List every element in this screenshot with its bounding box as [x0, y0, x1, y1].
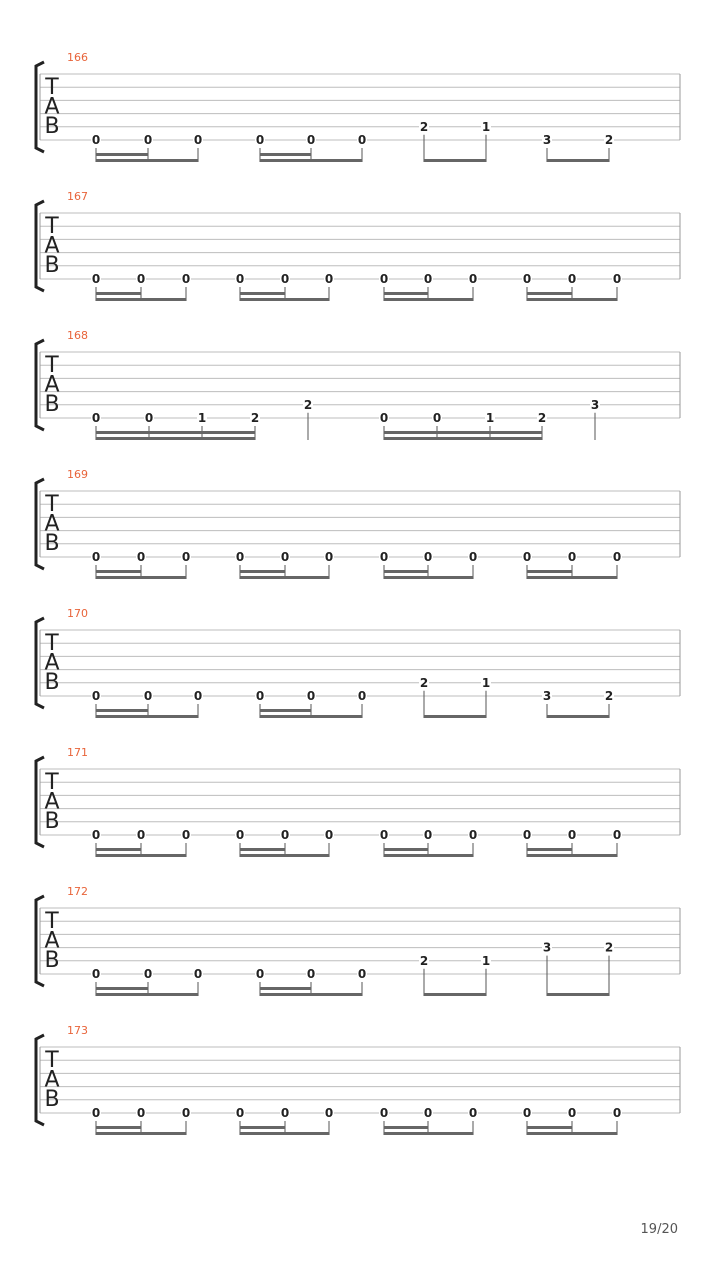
fret-number: 0: [91, 272, 101, 286]
beam: [240, 576, 329, 579]
fret-number: 0: [468, 828, 478, 842]
beam-secondary: [384, 292, 428, 295]
fret-number: 1: [481, 119, 491, 134]
fret-number: 1: [197, 411, 207, 425]
beam: [260, 993, 362, 996]
fret-number: 0: [567, 1106, 577, 1120]
tab-clef-letter: A: [44, 372, 60, 398]
fret-number: 0: [423, 1106, 433, 1120]
beam-secondary: [384, 570, 428, 573]
beam-secondary: [527, 848, 572, 851]
beam-secondary: [96, 848, 141, 851]
tab-system: [36, 190, 680, 301]
fret-number: 0: [255, 133, 265, 147]
fret-number: 0: [379, 828, 389, 842]
tab-system: [36, 746, 680, 857]
measure-number: 170: [67, 607, 88, 620]
fret-number: 0: [357, 967, 367, 981]
beam: [96, 854, 186, 857]
tab-clef-letter: B: [44, 253, 60, 278]
fret-number: 1: [481, 953, 491, 968]
beam: [240, 854, 329, 857]
tab-clef-letter: A: [44, 1067, 60, 1093]
tab-system: [36, 51, 680, 162]
beam-secondary: [260, 709, 311, 712]
fret-number: 0: [143, 133, 153, 147]
fret-number: 2: [419, 119, 429, 134]
beam-secondary: [240, 848, 285, 851]
tab-clef-letter: T: [45, 214, 59, 239]
tab-clef-letter: A: [44, 650, 60, 676]
beam-secondary: [384, 848, 428, 851]
fret-number: 0: [522, 272, 532, 286]
fret-number: 0: [379, 1106, 389, 1120]
beam: [424, 715, 486, 718]
fret-number: 0: [567, 828, 577, 842]
fret-number: 0: [357, 689, 367, 703]
fret-number: 0: [136, 1106, 146, 1120]
fret-number: 0: [91, 411, 101, 425]
fret-number: 0: [91, 1106, 101, 1120]
tab-clef-letter: A: [44, 233, 60, 259]
beam-secondary: [96, 292, 141, 295]
fret-number: 0: [181, 828, 191, 842]
beam: [547, 993, 609, 996]
fret-number: 3: [542, 689, 552, 703]
tab-clef-letter: B: [44, 809, 60, 834]
fret-number: 0: [235, 828, 245, 842]
beam: [547, 715, 609, 718]
beam-secondary: [96, 987, 148, 990]
fret-number: 3: [542, 133, 552, 147]
tab-clef-letter: A: [44, 928, 60, 954]
beam: [260, 159, 362, 162]
fret-number: 1: [485, 411, 495, 425]
tab-system: [36, 329, 680, 440]
fret-number: 0: [324, 1106, 334, 1120]
beam-secondary: [96, 431, 255, 434]
tab-clef-letter: T: [45, 770, 59, 795]
tab-clef-letter: B: [44, 948, 60, 973]
beam: [424, 993, 486, 996]
beam: [527, 854, 617, 857]
fret-number: 0: [306, 133, 316, 147]
fret-number: 0: [357, 133, 367, 147]
fret-number: 0: [423, 272, 433, 286]
beam-secondary: [240, 292, 285, 295]
beam-secondary: [384, 431, 542, 434]
beam: [240, 298, 329, 301]
beam-secondary: [260, 153, 311, 156]
beam-secondary: [527, 570, 572, 573]
fret-number: 0: [235, 550, 245, 564]
fret-number: 0: [235, 1106, 245, 1120]
fret-number: 0: [432, 411, 442, 425]
beam: [547, 159, 609, 162]
fret-number: 3: [590, 397, 600, 412]
fret-number: 2: [604, 940, 614, 955]
measure-number: 167: [67, 190, 88, 203]
beam-secondary: [384, 1126, 428, 1129]
fret-number: 0: [306, 967, 316, 981]
fret-number: 0: [567, 550, 577, 564]
fret-number: 0: [522, 550, 532, 564]
tab-system: [36, 885, 680, 996]
beam-secondary: [240, 1126, 285, 1129]
fret-number: 0: [468, 550, 478, 564]
fret-number: 0: [612, 272, 622, 286]
tab-clef-letter: T: [45, 492, 59, 517]
fret-number: 2: [250, 411, 260, 425]
fret-number: 0: [280, 828, 290, 842]
measure-number: 171: [67, 746, 88, 759]
fret-number: 0: [522, 828, 532, 842]
fret-number: 0: [144, 411, 154, 425]
fret-number: 2: [303, 397, 313, 412]
beam: [96, 715, 198, 718]
fret-number: 0: [235, 272, 245, 286]
fret-number: 0: [324, 550, 334, 564]
fret-number: 0: [280, 272, 290, 286]
beam: [260, 715, 362, 718]
beam-secondary: [96, 570, 141, 573]
tab-clef-letter: T: [45, 1048, 59, 1073]
fret-number: 2: [419, 675, 429, 690]
fret-number: 0: [181, 1106, 191, 1120]
fret-number: 0: [193, 689, 203, 703]
fret-number: 0: [468, 272, 478, 286]
page-number: 19/20: [640, 1222, 678, 1237]
tab-clef-letter: T: [45, 909, 59, 934]
fret-number: 0: [379, 550, 389, 564]
tab-clef-letter: T: [45, 353, 59, 378]
fret-number: 0: [324, 828, 334, 842]
beam: [384, 437, 542, 440]
fret-number: 0: [91, 689, 101, 703]
fret-number: 0: [612, 1106, 622, 1120]
fret-number: 0: [143, 689, 153, 703]
beam-secondary: [96, 153, 148, 156]
fret-number: 2: [604, 133, 614, 147]
tab-clef-letter: B: [44, 670, 60, 695]
fret-number: 0: [423, 550, 433, 564]
beam: [384, 298, 473, 301]
measure-number: 168: [67, 329, 88, 342]
beam: [96, 298, 186, 301]
measure-number: 172: [67, 885, 88, 898]
beam: [527, 576, 617, 579]
tab-system: [36, 607, 680, 718]
fret-number: 0: [193, 133, 203, 147]
fret-number: 0: [91, 133, 101, 147]
beam: [96, 159, 198, 162]
fret-number: 0: [324, 272, 334, 286]
beam: [424, 159, 486, 162]
beam: [527, 1132, 617, 1135]
tab-clef-letter: B: [44, 1087, 60, 1112]
beam: [96, 993, 198, 996]
fret-number: 0: [255, 967, 265, 981]
fret-number: 0: [91, 550, 101, 564]
tab-clef-letter: T: [45, 75, 59, 100]
beam: [96, 576, 186, 579]
beam: [96, 1132, 186, 1135]
tab-clef-letter: A: [44, 789, 60, 815]
tab-system: [36, 468, 680, 579]
tab-clef-letter: B: [44, 114, 60, 139]
beam-secondary: [240, 570, 285, 573]
beam: [240, 1132, 329, 1135]
beam: [384, 1132, 473, 1135]
beam: [527, 298, 617, 301]
fret-number: 0: [306, 689, 316, 703]
fret-number: 3: [542, 940, 552, 955]
fret-number: 0: [143, 967, 153, 981]
fret-number: 0: [280, 550, 290, 564]
beam-secondary: [527, 1126, 572, 1129]
tab-clef-letter: B: [44, 531, 60, 556]
measure-number: 169: [67, 468, 88, 481]
fret-number: 0: [91, 967, 101, 981]
fret-number: 0: [468, 1106, 478, 1120]
tab-clef-letter: B: [44, 392, 60, 417]
fret-number: 0: [91, 828, 101, 842]
fret-number: 0: [612, 828, 622, 842]
tab-clef-letter: A: [44, 511, 60, 537]
fret-number: 0: [181, 550, 191, 564]
fret-number: 2: [537, 411, 547, 425]
beam-secondary: [96, 709, 148, 712]
tab-clef-letter: A: [44, 94, 60, 120]
measure-number: 166: [67, 51, 88, 64]
fret-number: 0: [280, 1106, 290, 1120]
fret-number: 0: [567, 272, 577, 286]
fret-number: 1: [481, 675, 491, 690]
fret-number: 0: [522, 1106, 532, 1120]
fret-number: 2: [419, 953, 429, 968]
beam-secondary: [260, 987, 311, 990]
fret-number: 0: [255, 689, 265, 703]
fret-number: 2: [604, 689, 614, 703]
beam-secondary: [527, 292, 572, 295]
fret-number: 0: [423, 828, 433, 842]
beam: [96, 437, 255, 440]
fret-number: 0: [379, 272, 389, 286]
fret-number: 0: [379, 411, 389, 425]
tab-clef-letter: T: [45, 631, 59, 656]
beam-secondary: [96, 1126, 141, 1129]
fret-number: 0: [612, 550, 622, 564]
fret-number: 0: [181, 272, 191, 286]
fret-number: 0: [193, 967, 203, 981]
beam: [384, 854, 473, 857]
tab-system: [36, 1024, 680, 1135]
measure-number: 173: [67, 1024, 88, 1037]
fret-number: 0: [136, 272, 146, 286]
beam: [384, 576, 473, 579]
fret-number: 0: [136, 828, 146, 842]
fret-number: 0: [136, 550, 146, 564]
